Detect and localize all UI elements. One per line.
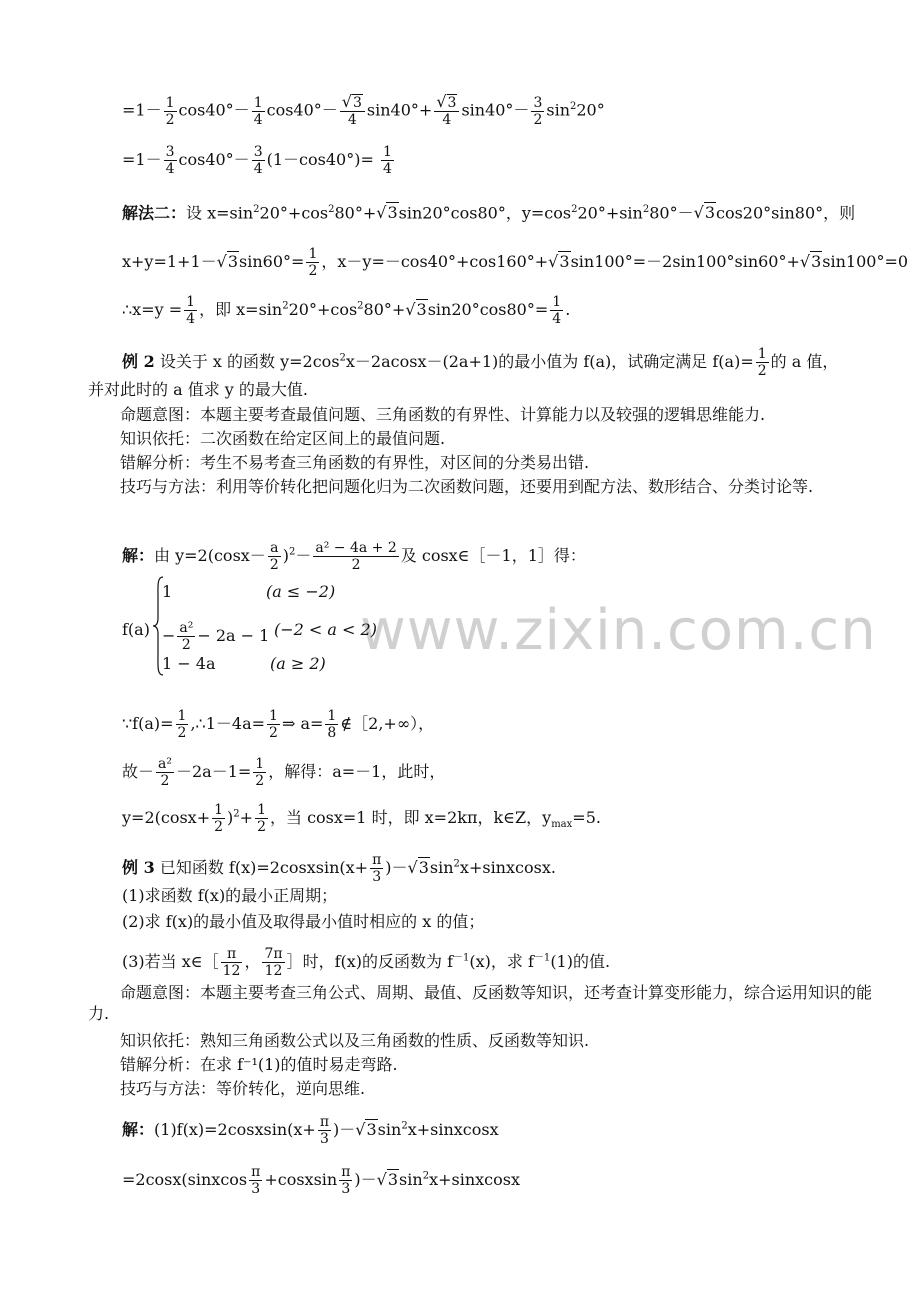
ex2-intent: 命题意图：本题主要考查最值问题、三角函数的有界性、计算能力以及较强的逻辑思维能力.	[120, 405, 766, 424]
example-2-continuation: 并对此时的 a 值求 y 的最大值.	[88, 380, 309, 399]
watermark: www.zixin.com.cn	[360, 598, 877, 663]
ex3-knowledge: 知识依托：熟知三角函数公式以及三角函数的性质、反函数等知识.	[120, 1031, 590, 1050]
ex3-item-1: (1)求函数 f(x)的最小正周期；	[122, 886, 338, 905]
equation-line-1: =1－ $\frac{1}{2}$ cos40°－ $\frac{1}{4}$ cos40°－ $\frac{√3}{4}$ sin40°+ $\frac{√3}{4}$ sin40°－ $\frac{3}{2}$ $\sin^220^\circ$	[122, 92, 605, 128]
solution-3-line-1: 解：(1)f(x)=2cosxsin(x+ $\frac{\pi}{3}$ )$-√3\sin^2x+sinxcosx$	[122, 1114, 499, 1147]
piece-cond-1: (a ≤ −2)	[266, 582, 336, 601]
ex3-intent: 命题意图：本题主要考查三角公式、周期、最值、反函数等知识，还考查计算变形能力，综合运用知识的能力.	[88, 983, 873, 1023]
solution-2-line: 解：由 y=2(cosx－ $\frac{a}{2}$ )$^2$－ $\frac{\text{a² − 4a + 2}}{2}$ 及 cosx∈［－1，1］得：	[122, 540, 586, 573]
piece-row-1: 1	[162, 582, 173, 601]
sqrt-symbol: √3	[341, 92, 362, 111]
step-3: y=2(cosx+ $\frac{1}{2}$ )$^2$+ $\frac{1}{2}$ ，当 cosx=1 时，即 x=2kπ，k∈Z，$y_{max}=5$.	[122, 802, 601, 835]
solution-3-line-2: =2cosx(sinxcos $\frac{\pi}{3}$ +cosxsin $\frac{\pi}{3}$ )$-√3\sin^2x+sinxcosx$	[122, 1164, 520, 1197]
piece-cond-2: (−2 < a < 2)	[274, 620, 377, 639]
method-two-line: 解法二：设 $x=\sin^220^\circ+\cos^280^\circ+√3\sin 20^\circ\cos 80^\circ$，$y=\cos^220^\circ+\sin^280^\circ-√3\cos 20^\circ\sin 80^\circ$，则	[122, 203, 856, 223]
ex3-item-3: (3)若当 x∈［ $\frac{\pi}{12}$ ， $\frac{7\pi}{12}$ ］时，f(x)的反函数为 $f^{-1}(x)$，求 $f^{-1}(1)$的值.	[122, 946, 611, 979]
ex2-knowledge: 知识依托：二次函数在给定区间上的最值问题.	[120, 429, 446, 448]
equation-line-2: =1－ $\frac{3}{4}$ cos40°－ $\frac{3}{4}$ (1－cos40°)= $\frac{1}{4}$	[122, 144, 392, 177]
ex3-technique: 技巧与方法：等价转化，逆向思维.	[120, 1079, 366, 1098]
example-3-heading: 例 3 已知函数 f(x)=2cosxsin(x+ $\frac{\pi}{3}$ )$-√3\sin^2x+sinxcosx$.	[122, 852, 556, 885]
piece-row-2: − $\frac{\text{a²}}{2}$ − 2a − 1	[162, 620, 270, 653]
ex2-technique: 技巧与方法：利用等价转化把问题化归为二次函数问题，还要用到配方法、数形结合、分类讨论等.	[120, 477, 814, 496]
example-2-heading: 例 2 设关于 x 的函数 $y=2\cos^2x-2acosx-(2a+1)$的最小值为 f(a)，试确定满足 f(a)= $\frac{1}{2}$ 的 a 值，	[122, 346, 839, 379]
step-1: ∵f(a)= $\frac{1}{2}$ ,∴1－4a= $\frac{1}{2}$ ⇒ a= $\frac{1}{8}$ ∉［2,+∞），	[122, 708, 435, 741]
piece-row-3: 1 − 4a	[162, 654, 216, 673]
equation-line-5: ∴x=y = $\frac{1}{4}$ ，即 $x=\sin^220^\circ+\cos^280^\circ+√3\sin 20^\circ\cos 80^\circ=$ $\frac{1}{4}$ .	[122, 294, 571, 327]
ex3-item-2: (2)求 f(x)的最小值及取得最小值时相应的 x 的值；	[122, 912, 485, 931]
ex2-error-analysis: 错解分析：考生不易考查三角函数的有界性，对区间的分类易出错.	[120, 453, 590, 472]
equation-line-4: x+y=1+1－√3sin60°= $\frac{1}{2}$ ，x－y=－cos40°+cos160°+√3sin100°=－2sin100°sin60°+√3sin100°=0	[122, 246, 909, 279]
ex3-error-analysis: 错解分析：在求 f⁻¹(1)的值时易走弯路.	[120, 1055, 398, 1074]
piece-cond-3: (a ≥ 2)	[270, 654, 326, 673]
step-2: 故－ $\frac{\text{a²}}{2}$ －2a－1= $\frac{1}{2}$ ，解得：a=－1，此时，	[122, 756, 446, 789]
piecewise-lhs: f(a)	[122, 620, 150, 639]
sqrt-symbol: √3	[436, 92, 457, 111]
